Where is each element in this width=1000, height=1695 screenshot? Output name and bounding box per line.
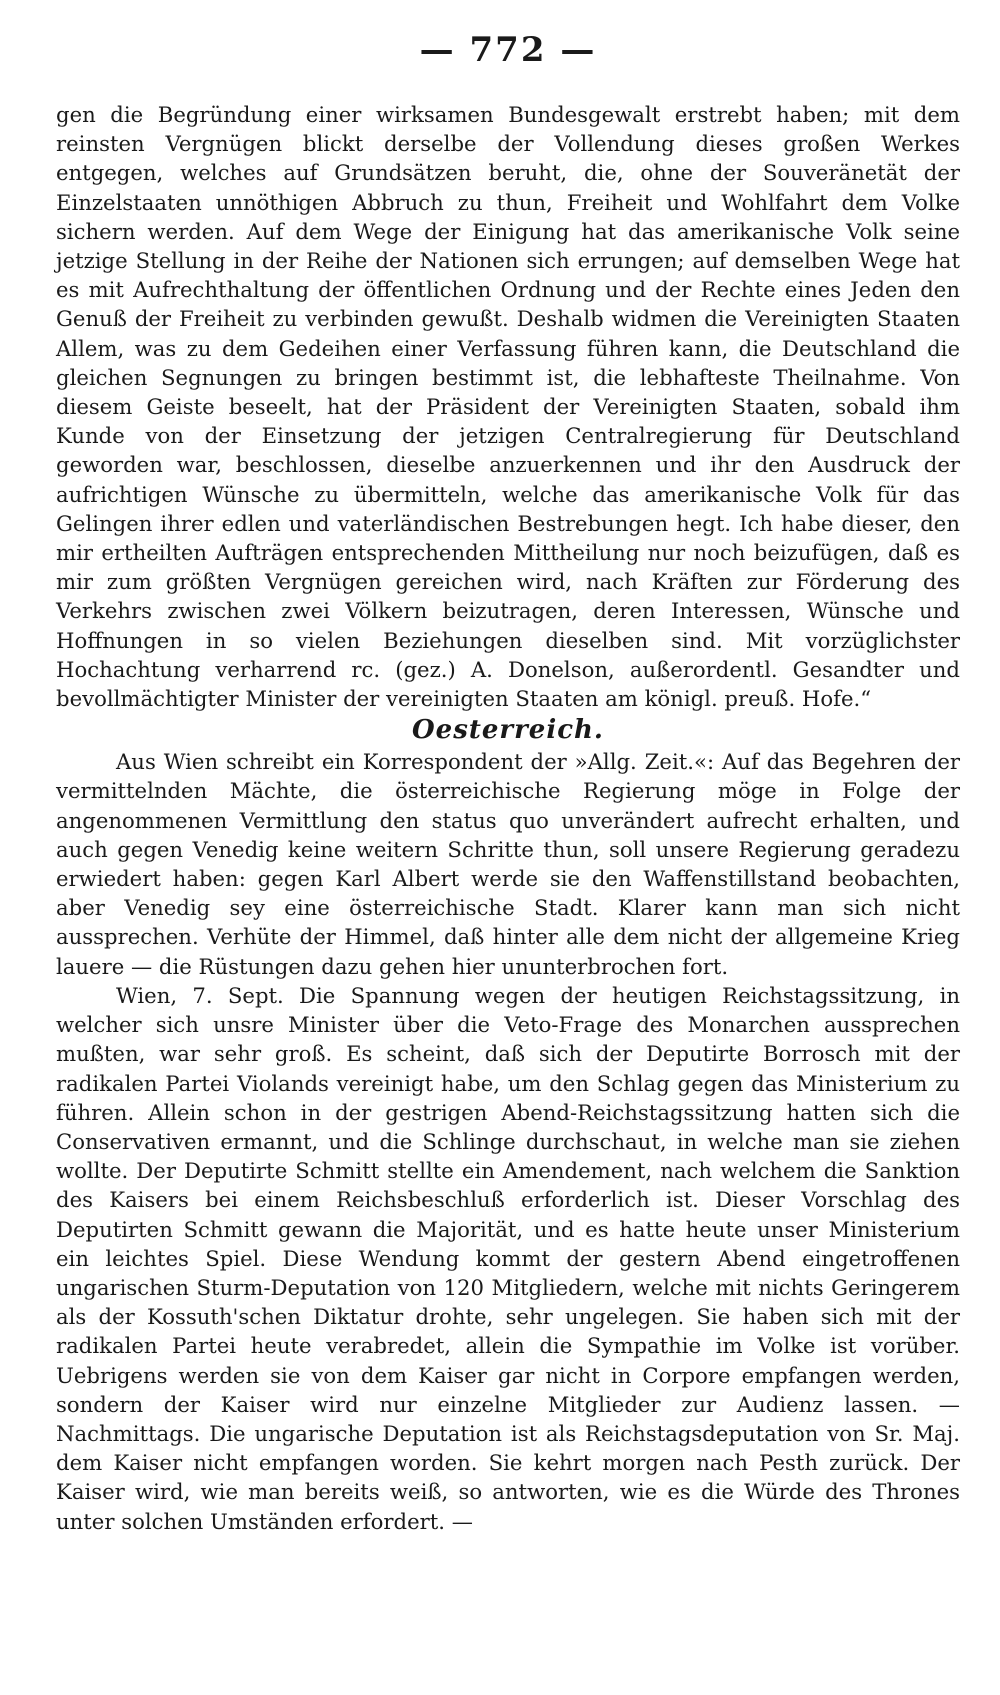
article-vienna-reichstag: Wien, 7. Sept. Die Spannung wegen der heutigen Reichstagssitzung, in welcher sich unsre Minister über die Veto-Frage des Monarchen aussprechen mußten, war sehr groß. Es scheint, daß sich der Deputirte Borrosch mit der radikalen Partei Violands vereinigt habe, um den Schlag gegen das Ministerium zu führen. Allein schon in der gestrigen Abend-Reichstagssitzung hatten sich die Conservativen ermannt, und die Schlinge durchschaut, in welche man sie ziehen wollte. Der Deputirte Schmitt stellte ein Amendement, nach welchem die Sanktion des Kaisers bei einem Reichsbeschluß erforderlich ist. Dieser Vorschlag des Deputirten Schmitt gewann die Majorität, und es hatte heute unser Ministerium ein leichtes Spiel. Diese Wendung kommt der gestern Abend eingetroffenen ungarischen Sturm-Deputation von 120 Mitgliedern, welche mit nichts Geringerem als der Kossuth'schen Diktatur drohte, sehr ungelegen. Sie haben sich mit der radikalen Partei heute verabredet, allein die Sympathie im Volke ist vorüber. Uebrigens werden sie von dem Kaiser gar nicht in Corpore empfangen werden, sondern der Kaiser wird nur einzelne Mitglieder zur Audienz lassen. — Nachmittags. Die ungarische Deputation ist als Reichstagsdeputation von Sr. Maj. dem Kaiser nicht empfangen worden. Sie kehrt morgen nach Pesth zurück. Der Kaiser wird, wie man bereits weiß, so antworten, wie es die Würde des Thrones unter solchen Umständen erfordert. — xyxy=(56,982,960,1534)
article-vienna-correspondent: Aus Wien schreibt ein Korrespondent der »Allg. Zeit.«: Auf das Begehren der vermittelnden Mächte, die österreichische Regierung möge in Folge der angenommenen Vermittlung den status quo unverändert aufrecht erhalten, und auch gegen Venedig keine weitern Schritte thun, soll unsere Regierung geradezu erwiedert haben: gegen Karl Albert werde sie den Waffenstillstand beobachten, aber Venedig sey eine österreichische Stadt. Klarer kann man sich nicht aussprechen. Verhüte der Himmel, daß hinter alle dem nicht der allgemeine Krieg lauere — die Rüstungen dazu gehen hier ununterbrochen fort. xyxy=(56,749,960,979)
page-number: — 772 — xyxy=(419,30,597,70)
section-heading-austria: Oesterreich. xyxy=(412,715,604,746)
article-body xyxy=(56,100,960,1536)
article-us-recognition: gen die Begründung einer wirksamen Bundesgewalt erstrebt haben; mit dem reinsten Vergnügen blickt derselbe der Vollendung dieses großen Werkes entgegen, welches auf Grundsätzen beruht, die, ohne der Souveränetät der Einzelstaaten unnöthigen Abbruch zu thun, Freiheit und Wohlfahrt dem Volke sichern werden. Auf dem Wege der Einigung hat das amerikanische Volk seine jetzige Stellung in der Reihe der Nationen sich errungen; auf demselben Wege hat es mit Aufrechthaltung der öffentlichen Ordnung und der Rechte eines Jeden den Genuß der Freiheit zu verbinden gewußt. Deshalb widmen die Vereinigten Staaten Allem, was zu dem Gedeihen einer Verfassung führen kann, die Deutschland die gleichen Segnungen zu bringen bestimmt ist, die lebhafteste Theilnahme. Von diesem Geiste beseelt, hat der Präsident der Vereinigten Staaten, sobald ihm Kunde von der Einsetzung der jetzigen Centralregierung für Deutschland geworden war, beschlossen, dieselbe anzuerkennen und ihr den Ausdruck der aufrichtigen Wünsche zu übermitteln, welche das amerikanische Volk für das Gelingen ihrer edlen und vaterländischen Bestrebungen hegt. Ich habe dieser, den mir ertheilten Aufträgen entsprechenden Mittheilung nur noch beizufügen, daß es mir zum größten Vergnügen gereichen wird, nach Kräften zur Förderung des Verkehrs zwischen zwei Völkern beizutragen, deren Interessen, Wünsche und Hoffnungen in so vielen Beziehungen dieselben sind. Mit vorzüglichster Hochachtung verharrend rc. (gez.) A. Donelson, außerordentl. Gesandter und bevollmächtigter Minister der vereinigten Staaten am königl. preuß. Hofe.“ xyxy=(56,102,960,712)
